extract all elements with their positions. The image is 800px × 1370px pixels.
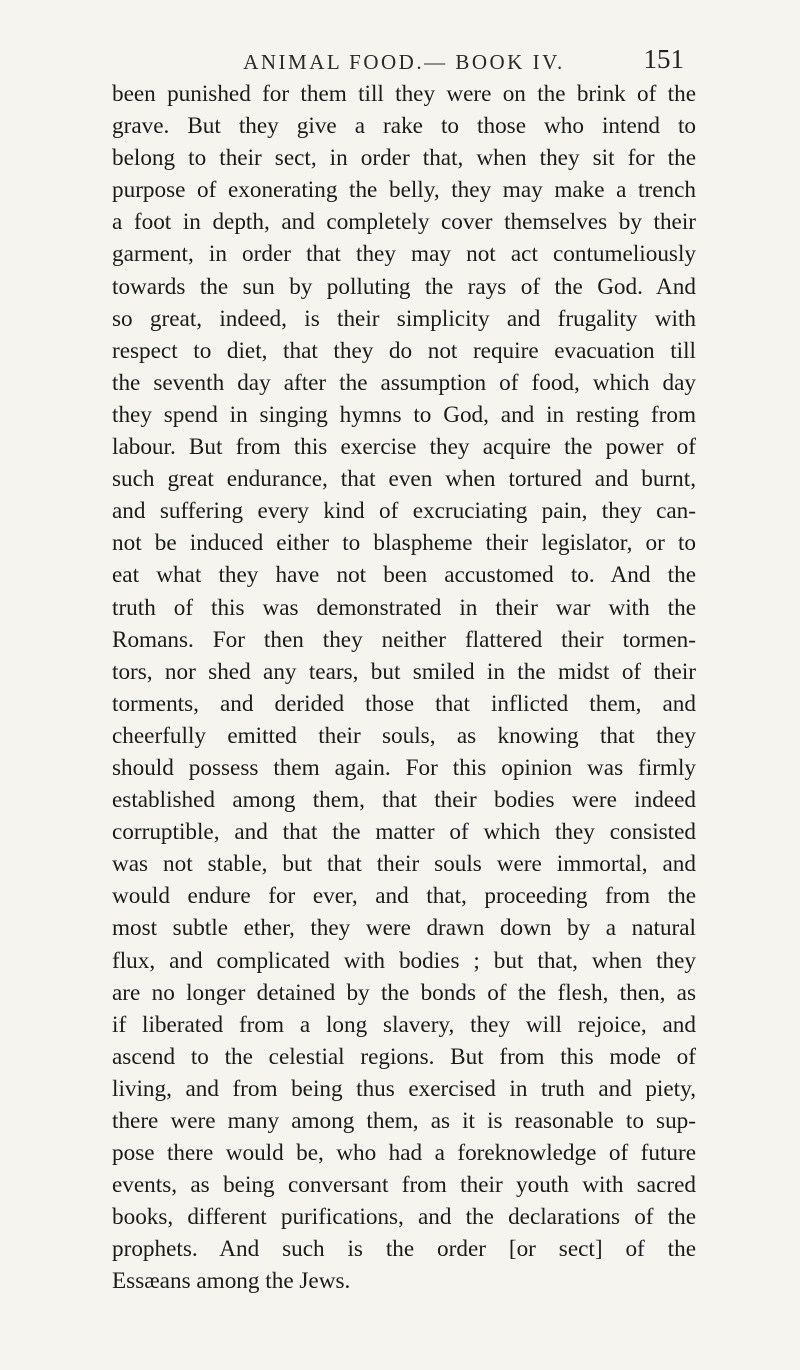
text-line: not be induced either to blaspheme their legislator, or to (112, 530, 696, 557)
page-number: 151 (643, 44, 684, 74)
text-line: torments, and derided those that inflicted them, and (112, 690, 696, 717)
text-line: established among them, that their bodies were indeed (112, 787, 696, 814)
text-line: garment, in order that they may not act contumeliously (112, 241, 696, 268)
text-line: prophets. And such is the order [or sect] of the (112, 1236, 696, 1263)
text-line: should possess them again. For this opinion was firmly (112, 754, 696, 781)
text-line: Romans. For then they neither flattered their tormen- (112, 626, 696, 653)
text-line: was not stable, but that their souls were immortal, and (112, 851, 696, 878)
text-line: and suffering every kind of excruciating pain, they can- (112, 498, 696, 525)
text-line: been punished for them till they were on the brink of the (112, 81, 696, 107)
body-text (112, 78, 696, 1298)
text-line-last: Essæans among the Jews. (112, 1268, 351, 1295)
text-line: so great, indeed, is their simplicity and frugality with (112, 305, 696, 332)
running-title: ANIMAL FOOD.— BOOK IV. (243, 50, 565, 74)
text-line: pose there would be, who had a foreknowledge of future (112, 1140, 696, 1167)
text-line: cheerfully emitted their souls, as knowing that they (112, 722, 696, 749)
text-line: truth of this was demonstrated in their war with the (112, 594, 696, 621)
text-line: events, as being conversant from their youth with sacred (112, 1172, 696, 1199)
text-line: tors, nor shed any tears, but smiled in the midst of their (112, 658, 696, 685)
text-line: eat what they have not been accustomed to. And the (112, 562, 696, 589)
text-line: they spend in singing hymns to God, and in resting from (112, 401, 696, 428)
text-line: books, different purifications, and the declarations of the (112, 1204, 696, 1231)
text-line: there were many among them, as it is reasonable to sup- (112, 1108, 696, 1134)
text-line: most subtle ether, they were drawn down by a natural (112, 915, 696, 942)
text-line: grave. But they give a rake to those who intend to (112, 113, 696, 140)
text-line: belong to their sect, in order that, when they sit for the (112, 145, 696, 172)
text-line: flux, and complicated with bodies ; but that, when they (112, 947, 696, 974)
text-line: labour. But from this exercise they acquire the power of (112, 434, 696, 461)
text-line: corruptible, and that the matter of which they consisted (112, 819, 696, 846)
text-line: respect to diet, that they do not require evacuation till (112, 337, 696, 364)
text-line: if liberated from a long slavery, they will rejoice, and (112, 1011, 696, 1038)
text-line: a foot in depth, and completely cover themselves by their (112, 209, 696, 236)
text-line: are no longer detained by the bonds of the flesh, then, as (112, 979, 696, 1006)
text-line: the seventh day after the assumption of food, which day (112, 369, 696, 396)
text-line: would endure for ever, and that, proceeding from the (112, 883, 696, 910)
text-line: ascend to the celestial regions. But from this mode of (112, 1043, 696, 1070)
text-line: towards the sun by polluting the rays of the God. And (112, 273, 696, 300)
text-line: such great endurance, that even when tortured and burnt, (112, 466, 696, 493)
text-line: purpose of exonerating the belly, they may make a trench (112, 177, 696, 204)
text-line: living, and from being thus exercised in truth and piety, (112, 1075, 696, 1102)
